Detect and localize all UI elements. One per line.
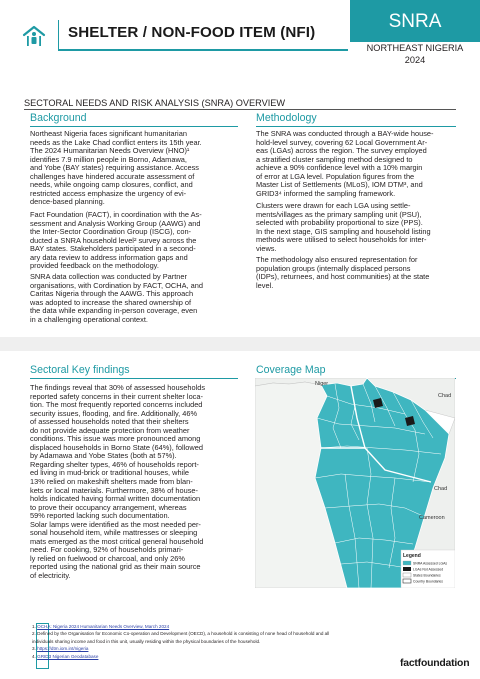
text-line: sessment and Analysis Working Group (AAWG) and: [30, 218, 201, 228]
text-line: displaced households in Borno State (64%), followed: [30, 442, 203, 452]
footnote-3-link[interactable]: https://dtm.iom.int/nigeria: [37, 646, 89, 652]
background-paragraph-2: [30, 211, 242, 271]
methodology-rule: [256, 126, 456, 127]
background-paragraph-1: [30, 130, 242, 207]
chad-label-top: Chad: [438, 393, 452, 399]
text-line: conditions. This issue was more pronounced among: [30, 434, 201, 444]
text-line: of assessed households noted that their shelters: [30, 417, 189, 427]
text-line: The 2024 Humanitarian Needs Overview (HNO)¹: [30, 146, 190, 156]
text-line: mats emerged as the most critical general household: [30, 536, 204, 546]
text-line: achieve a 90% confidence level with a 10% margin: [256, 163, 423, 173]
text-line: The findings reveal that 30% of assessed households: [30, 383, 206, 392]
text-line: needs as the Lake Chad conflict enters its 15th year.: [30, 137, 202, 147]
methodology-title: Methodology: [256, 112, 317, 124]
footnote-2: 2. Defined by the Organisation for Economic Co-operation and Development (OECD), a household is consisting of none head of household and all: [32, 631, 330, 637]
niger-label: Niger: [315, 381, 329, 387]
text-line: ly relied on fuelwood or charcoal, and only 26%: [30, 553, 185, 563]
text-line: Regarding shelter types, 46% of households report-: [30, 459, 199, 469]
methodology-paragraph-1: [256, 130, 466, 198]
text-line: organisations, with Cordination by FACT, OCHA, and: [30, 280, 203, 290]
text-line: do not provide adequate protection from weather: [30, 425, 190, 435]
background-paragraph-3: [30, 273, 242, 324]
text-line: to prove their occupancy arrangement, whereas: [30, 502, 187, 512]
text-line: (IDPs), returnees, and host communities) at the state: [256, 272, 430, 282]
chad-label-right: Chad: [434, 486, 448, 492]
text-line: Caritas Nigeria through the AAWG. This approach: [30, 289, 194, 299]
text-line: In the next stage, GIS sampling and household listing: [256, 226, 431, 236]
text-line: a stratified cluster sampling method designed to: [256, 154, 413, 164]
text-line: ducted a SNRA household level² survey across the: [30, 235, 197, 245]
text-line: ments/villages as the primary sampling unit (PSU),: [256, 209, 422, 219]
map-legend: [401, 550, 455, 588]
text-line: eas (LGAs) across the region. The survey employed: [256, 146, 427, 156]
background-rule: [30, 126, 238, 127]
text-line: 13% relied on makeshift shelters made from blan-: [30, 477, 193, 487]
key-findings-title: Sectoral Key findings: [30, 364, 130, 376]
footnote-1-link[interactable]: OCHA: Nigeria 2024 Humanitarian Needs Overview, March 2024: [37, 624, 170, 629]
text-line: population groups (internally displaced persons: [256, 263, 411, 273]
page-header: [0, 0, 480, 80]
text-line: restricted access emphasize the urgency of evi-: [30, 188, 187, 198]
year-label: 2024: [404, 55, 426, 65]
text-line: the data while expanding in-person coverage, even: [30, 306, 198, 316]
text-line: dence-based planning.: [30, 197, 105, 207]
text-line: SNRA data collection was conducted by Partner: [30, 272, 187, 281]
shelter-person-icon: [22, 24, 46, 48]
legend-label-assessed: SNRA Assessed LGAs: [413, 561, 448, 566]
legend-swatch-not-assessed: [403, 567, 411, 571]
text-line: methods were utilised to select households for inter-: [256, 235, 427, 245]
text-line: of error at LGA level. Population figures from the: [256, 171, 415, 181]
text-line: level.: [256, 280, 274, 290]
text-line: was adopted to increase the shared ownership of: [30, 297, 192, 307]
legend-label-not-assessed: LGAs Not Assessed: [413, 567, 444, 572]
text-line: tion. The most frequently reported concerns included: [30, 400, 203, 410]
text-line: kets or local materials. Furthermore, 38% of house-: [30, 485, 198, 495]
page-title: SHELTER / NON-FOOD ITEM (NFI): [68, 24, 316, 41]
text-line: holds indicated having formal written documentation: [30, 494, 201, 504]
text-line: views.: [256, 243, 277, 253]
legend-swatch-assessed: [403, 561, 411, 565]
text-line: Fact Foundation (FACT), in coordination with the As-: [30, 210, 202, 219]
footnote-1: 1. OCHA: Nigeria 2024 Humanitarian Needs Overview, March 2024: [32, 624, 170, 629]
text-line: needs, while ongoing camp closures, conflict, and: [30, 180, 193, 190]
text-line: ed living in mud-brick or traditional houses, while: [30, 468, 189, 478]
text-line: The SNRA was conducted through a BAY-wide house-: [256, 129, 434, 138]
legend-swatch-country: [403, 579, 411, 583]
section-divider-band: [0, 337, 480, 351]
footnotes: [32, 623, 452, 660]
text-line: challenges have hindered accurate assessment of: [30, 171, 195, 181]
legend-swatch-states: [403, 573, 411, 577]
text-line: GRID3⁴ informed the sampling framework.: [256, 188, 396, 198]
key-findings-text: [30, 384, 242, 581]
coverage-map: [255, 378, 455, 588]
text-line: The methodology also ensured representation for: [256, 255, 418, 264]
text-line: in a challenging operational context.: [30, 314, 148, 324]
text-line: of electricity.: [30, 571, 71, 581]
text-line: reported safety concerns in their current shelter loca-: [30, 391, 203, 401]
text-line: Clusters were drawn for each LGA using settle-: [256, 201, 411, 210]
text-line: and Yobe (BAY states) requiring assistance. Access: [30, 163, 199, 173]
key-findings-rule: [30, 378, 238, 379]
text-line: need. For cooking, 92% of households primari-: [30, 545, 184, 555]
text-line: provided feedback on the methodology.: [30, 261, 159, 271]
fact-foundation-logo: factfoundation: [400, 658, 470, 669]
methodology-paragraph-2: [256, 202, 466, 253]
text-line: Solar lamps were identified as the most needed per-: [30, 519, 201, 529]
legend-label-country: Country Boundaries: [413, 579, 443, 584]
text-line: identifies 7.9 million people in Borno, Adamawa,: [30, 154, 187, 164]
title-divider: [58, 20, 59, 49]
overview-heading: SECTORAL NEEDS AND RISK ANALYSIS (SNRA) OVERVIEW: [24, 98, 286, 108]
snra-badge: SNRA: [350, 0, 480, 42]
text-line: Master List of Settlements (MLoS), IOM DTM³, and: [256, 180, 423, 190]
coverage-map-title: Coverage Map: [256, 364, 326, 376]
text-line: security issues, flooding, and fire. Additionally, 46%: [30, 408, 198, 418]
text-line: sonal household item, while mattresses or sleeping: [30, 528, 198, 538]
footnote-2-continued: individuals sharing income and food in this unit, usually residing within the physical boundaries of the household.: [32, 638, 261, 644]
text-line: hold-level survey, covering 62 Local Government Ar-: [256, 137, 428, 147]
background-title: Background: [30, 112, 87, 124]
text-line: Northeast Nigeria faces significant humanitarian: [30, 129, 187, 138]
cameroon-label: Cameroon: [419, 515, 445, 521]
title-underline: [58, 49, 348, 51]
footnote-3: 3. https://dtm.iom.int/nigeria: [32, 646, 89, 652]
text-line: BAY states. Stakeholders participated in a second-: [30, 244, 196, 254]
footnote-4-link[interactable]: GRID3 Nigerian Geodatabase: [37, 653, 99, 659]
region-label: NORTHEAST NIGERIA: [366, 43, 464, 53]
text-line: 59% reported lacking such documentation.: [30, 511, 170, 521]
text-line: reported using the national grid as their main source: [30, 562, 201, 572]
text-line: by Adamawa and Yobe States (both at 57%).: [30, 451, 177, 461]
overview-rule: [24, 109, 456, 110]
footnote-4: 4. GRID3 Nigerian Geodatabase: [32, 653, 99, 659]
text-line: selected with probability proportional to size (PPS).: [256, 218, 423, 228]
methodology-paragraph-3: [256, 256, 466, 290]
legend-label-states: States Boundaries: [413, 573, 441, 578]
map-svg: [255, 378, 455, 588]
text-line: ary data review to address information gaps and: [30, 252, 188, 262]
legend-title: Legend: [403, 553, 421, 559]
text-line: the Inter-Sector Coordination Group (ISCG), con-: [30, 227, 192, 237]
